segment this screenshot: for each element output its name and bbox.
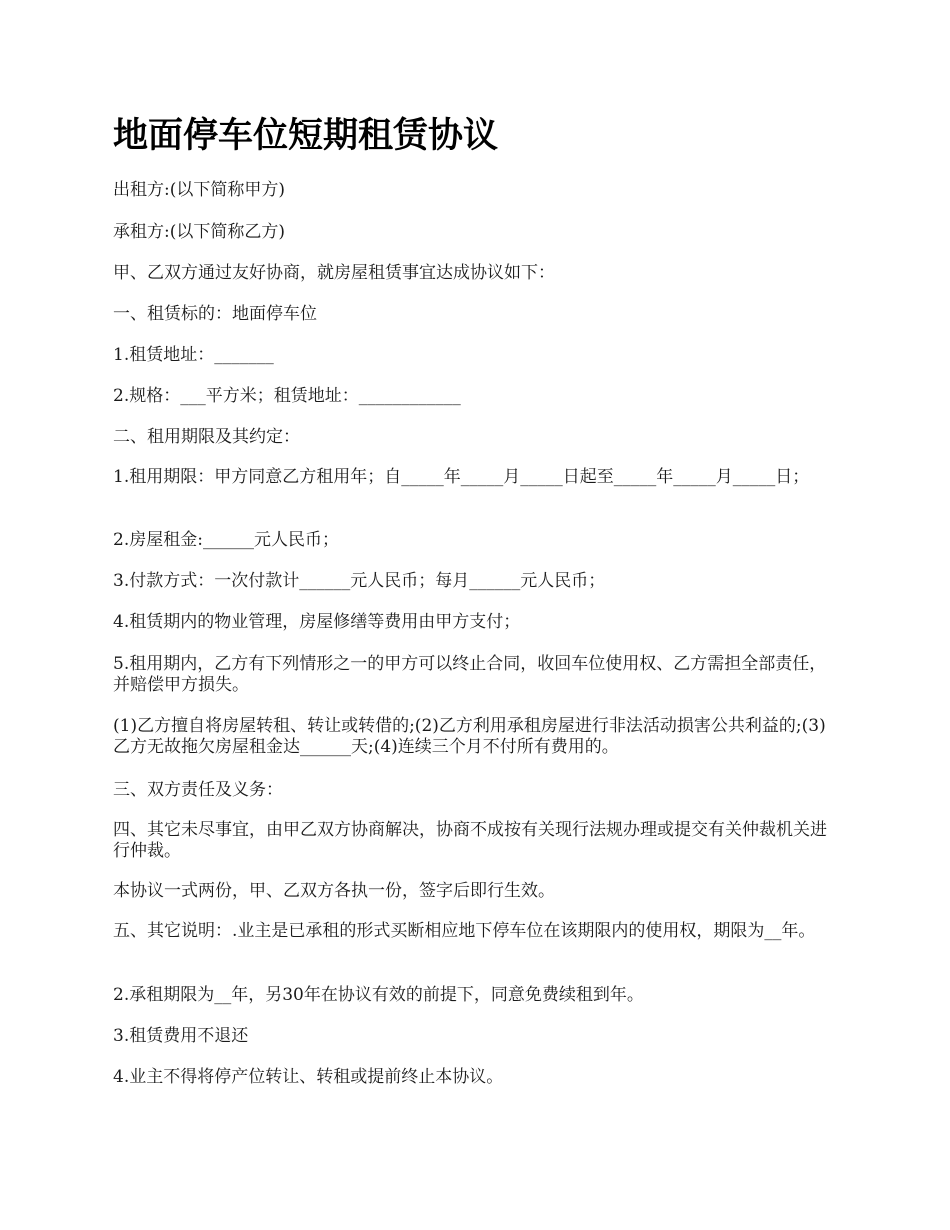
paragraph-management: 4.租赁期内的物业管理，房屋修缮等费用由甲方支付； (113, 612, 521, 632)
section-heading-5: 五、其它说明：.业主是已承租的形式买断相应地下停车位在该期限内的使用权，期限为__年。 (113, 921, 816, 941)
section-heading-2: 二、租用期限及其约定： (113, 427, 300, 447)
paragraph-payment: 3.付款方式：一次付款计______元人民币；每月______元人民币； (113, 571, 606, 591)
document-title: 地面停车位短期租赁协议 (113, 116, 499, 156)
paragraph-no-refund: 3.租赁费用不退还 (113, 1026, 249, 1046)
paragraph-lessor: 出租方:(以下简称甲方) (113, 180, 285, 200)
paragraph-copies: 本协议一式两份，甲、乙双方各执一份，签字后即行生效。 (113, 881, 555, 901)
paragraph-no-transfer: 4.业主不得将停产位转让、转租或提前终止本协议。 (113, 1067, 504, 1087)
section-heading-1: 一、租赁标的：地面停车位 (113, 304, 317, 324)
paragraph-renewal: 2.承租期限为__年，另30年在协议有效的前提下，同意免费续租到年。 (113, 985, 644, 1005)
paragraph-lessee: 承租方:(以下简称乙方) (113, 222, 285, 242)
paragraph-preamble: 甲、乙双方通过友好协商，就房屋租赁事宜达成协议如下： (113, 263, 555, 283)
paragraph-conditions: (1)乙方擅自将房屋转租、转让或转借的;(2)乙方利用承租房屋进行非法活动损害公共利益的;(3)乙方无故拖欠房屋租金达______天;(4)连续三个月不付所有费用的。 (113, 716, 826, 757)
section-heading-3: 三、双方责任及义务： (113, 780, 283, 800)
paragraph-spec: 2.规格：___平方米；租赁地址：____________ (113, 386, 461, 406)
paragraph-termination: 5.租用期内，乙方有下列情形之一的甲方可以终止合同，收回车位使用权、乙方需担全部责任，并赔偿甲方损失。 (113, 654, 827, 695)
section-heading-4: 四、其它未尽事宜，由甲乙双方协商解决，协商不成按有关现行法规办理或提交有关仲裁机关进行仲裁。 (113, 820, 827, 861)
paragraph-rent: 2.房屋租金:______元人民币； (113, 530, 339, 550)
paragraph-address: 1.租赁地址：_______ (113, 345, 274, 365)
paragraph-term: 1.租用期限：甲方同意乙方租用年；自_____年_____月_____日起至_____年_____月_____日； (113, 467, 810, 487)
